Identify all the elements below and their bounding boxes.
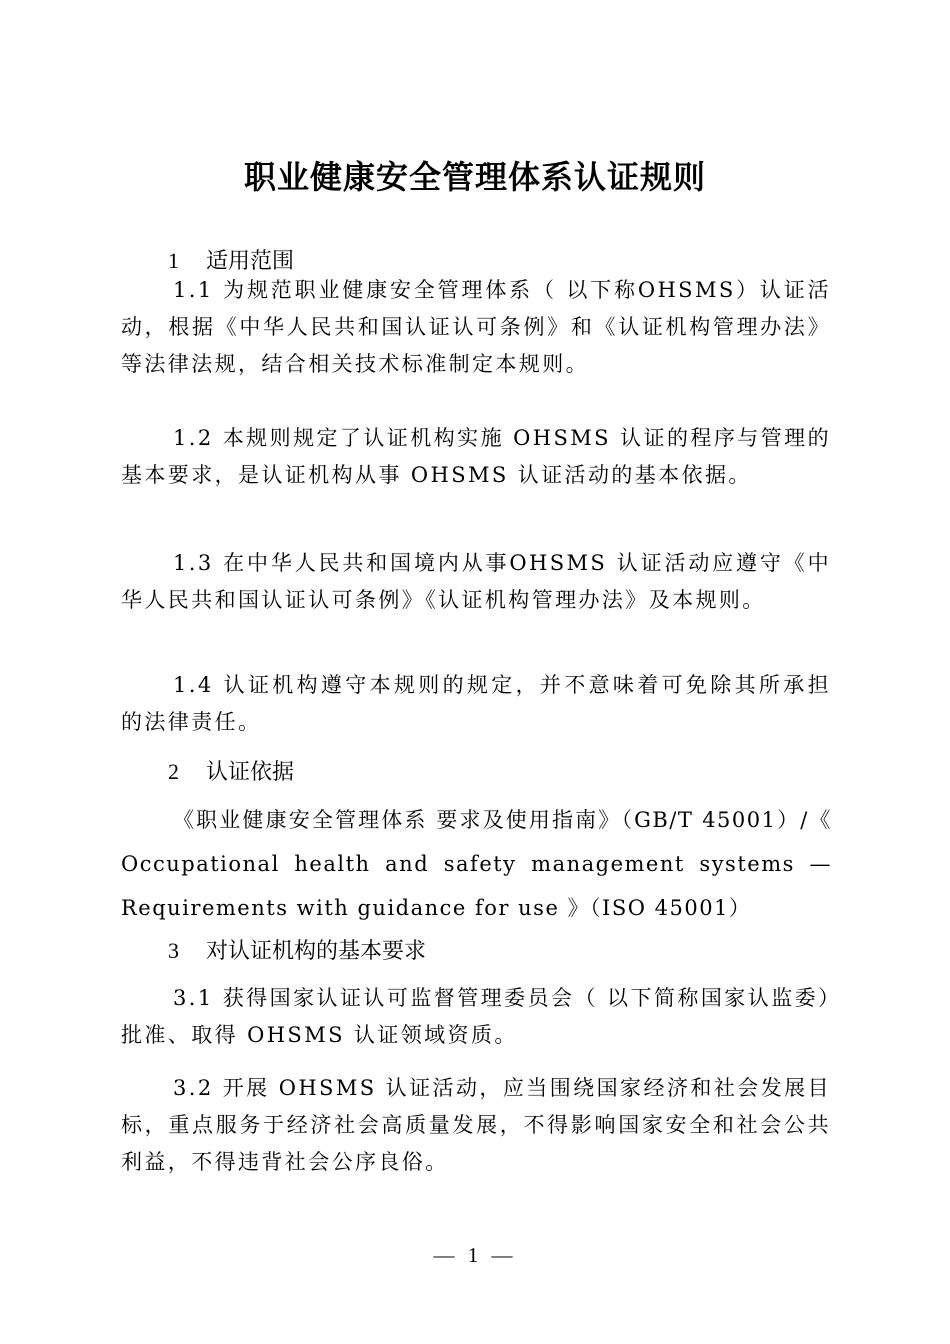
- section-heading-2: [168, 757, 294, 788]
- paragraph-3-2: 3.2 开展 OHSMS 认证活动，应当围绕国家经济和社会发展目标，重点服务于经济社会高质量发展，不得影响国家安全和社会公共利益，不得违背社会公序良俗。: [121, 1076, 831, 1174]
- section-title: 对认证机构的基本要求: [206, 939, 427, 964]
- document-title: 职业健康安全管理体系认证规则: [243, 158, 706, 196]
- page-number: — 1 —: [433, 1243, 517, 1267]
- paragraph-1-1: 1.1 为规范职业健康安全管理体系（ 以下称OHSMS）认证活动，根据《中华人民共和国认证认可条例》和《认证机构管理办法》等法律法规，结合相关技术标准制定本规则。: [121, 278, 831, 376]
- paragraph-1-3: 1.3 在中华人民共和国境内从事OHSMS 认证活动应遵守《中华人民共和国认证认可条例》《认证机构管理办法》及本规则。: [121, 551, 831, 612]
- section-title: 适用范围: [206, 249, 295, 274]
- paragraph-3-1: 3.1 获得国家认证认可监督管理委员会（ 以下简称国家认监委）批准、取得 OHSMS 认证领域资质。: [121, 986, 831, 1047]
- paragraph-2-basis: 《职业健康安全管理体系 要求及使用指南》（GB/T 45001）/《 Occupational health and safety management systems — Requirements with guidance for use 》（ISO 45001）: [121, 808, 832, 920]
- section-number: 1: [168, 248, 179, 273]
- paragraph-1-4: 1.4 认证机构遵守本规则的规定，并不意味着可免除其所承担的法律责任。: [121, 673, 831, 734]
- section-number: 2: [168, 759, 179, 784]
- section-number: 3: [168, 938, 179, 963]
- paragraph-1-2: 1.2 本规则规定了认证机构实施 OHSMS 认证的程序与管理的基本要求，是认证机构从事 OHSMS 认证活动的基本依据。: [121, 426, 831, 487]
- section-title: 认证依据: [206, 760, 295, 785]
- section-heading-3: [168, 936, 426, 967]
